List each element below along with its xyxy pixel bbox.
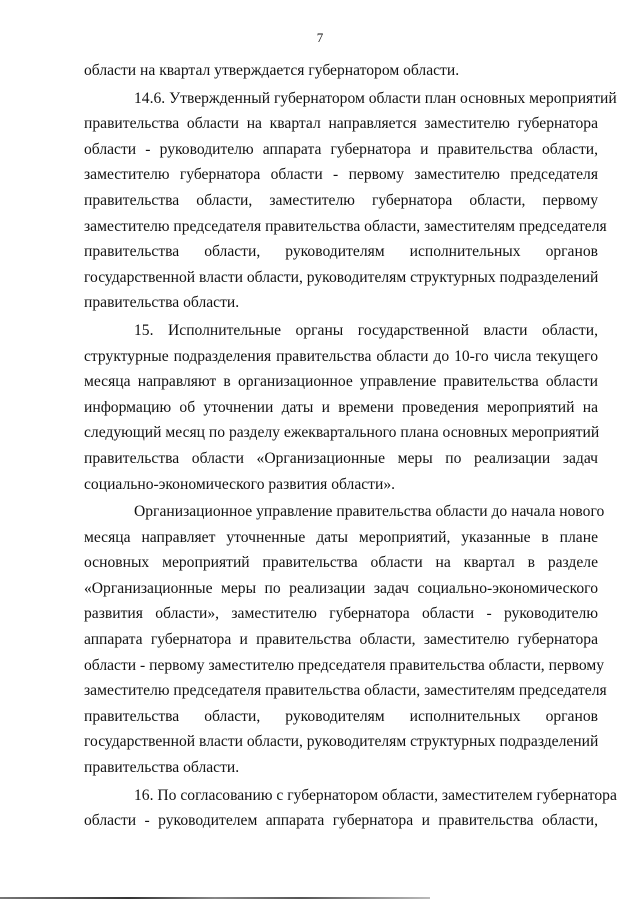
text-line: социально-экономического развития области». — [84, 475, 396, 493]
text-line: аппарата губернатора и правительства области, заместителю губернатора — [84, 631, 598, 649]
paragraph — [84, 58, 598, 84]
text-line: правительства области на квартал направляется заместителю губернатора — [84, 115, 598, 133]
text-line: государственной власти области, руководителям структурных подразделений — [84, 733, 599, 751]
document-body — [84, 58, 617, 834]
paragraph — [84, 318, 598, 497]
text-line: следующий месяц по разделу ежеквартального плана основных мероприятий — [84, 424, 600, 442]
paragraph — [84, 86, 617, 316]
text-line: правительства области. — [84, 759, 240, 777]
text-line: 14.6. Утвержденный губернатором области план основных мероприятий — [134, 89, 617, 107]
text-line: заместителю председателя правительства области, заместителям председателя — [84, 682, 607, 700]
text-line: области на квартал утверждается губернатором области. — [84, 62, 460, 79]
text-line: 16. По согласованию с губернатором области, заместителем губернатора — [134, 786, 617, 804]
text-line: 15. Исполнительные органы государственной власти области, — [134, 321, 598, 339]
text-line: области - руководителем аппарата губернатора и правительства области, — [84, 812, 598, 830]
text-line: структурные подразделения правительства области до 10-го числа текущего — [84, 347, 598, 365]
text-line: «Организационные меры по реализации задач социально-экономического — [84, 579, 598, 597]
text-line: месяца направляют в организационное управление правительства области — [84, 373, 598, 391]
text-line: правительства области. — [84, 294, 240, 312]
text-line: правительства области, заместителю губернатора области, первому — [84, 191, 598, 209]
text-line: месяца направляет уточненные даты мероприятий, указанные в плане — [84, 528, 598, 546]
text-line: государственной власти области, руководителям структурных подразделений — [84, 268, 599, 286]
text-line: развития области», заместителю губернатора области - руководителю — [84, 605, 598, 623]
text-line: правительства области, руководителям исполнительных органов — [84, 707, 598, 725]
text-line: области - руководителю аппарата губернатора и правительства области, — [84, 140, 598, 158]
text-line: информацию об уточнении даты и времени проведения мероприятий на — [84, 398, 598, 416]
text-line: правительства области, руководителям исполнительных органов — [84, 243, 598, 261]
text-line: области - первому заместителю председателя правительства области, первому — [84, 656, 605, 674]
text-line: заместителю губернатора области - первому заместителю председателя — [84, 166, 598, 184]
text-line: правительства области «Организационные меры по реализации задач — [84, 449, 598, 467]
text-line: Организационное управление правительства области до начала нового — [134, 503, 605, 521]
text-line: заместителю председателя правительства области, заместителям председателя — [84, 217, 607, 235]
paragraph — [84, 499, 607, 781]
paragraph — [84, 783, 617, 834]
page-number: 7 — [316, 30, 324, 45]
text-line: основных мероприятий правительства области на квартал в разделе — [84, 554, 598, 572]
scan-edge-line — [0, 897, 430, 899]
